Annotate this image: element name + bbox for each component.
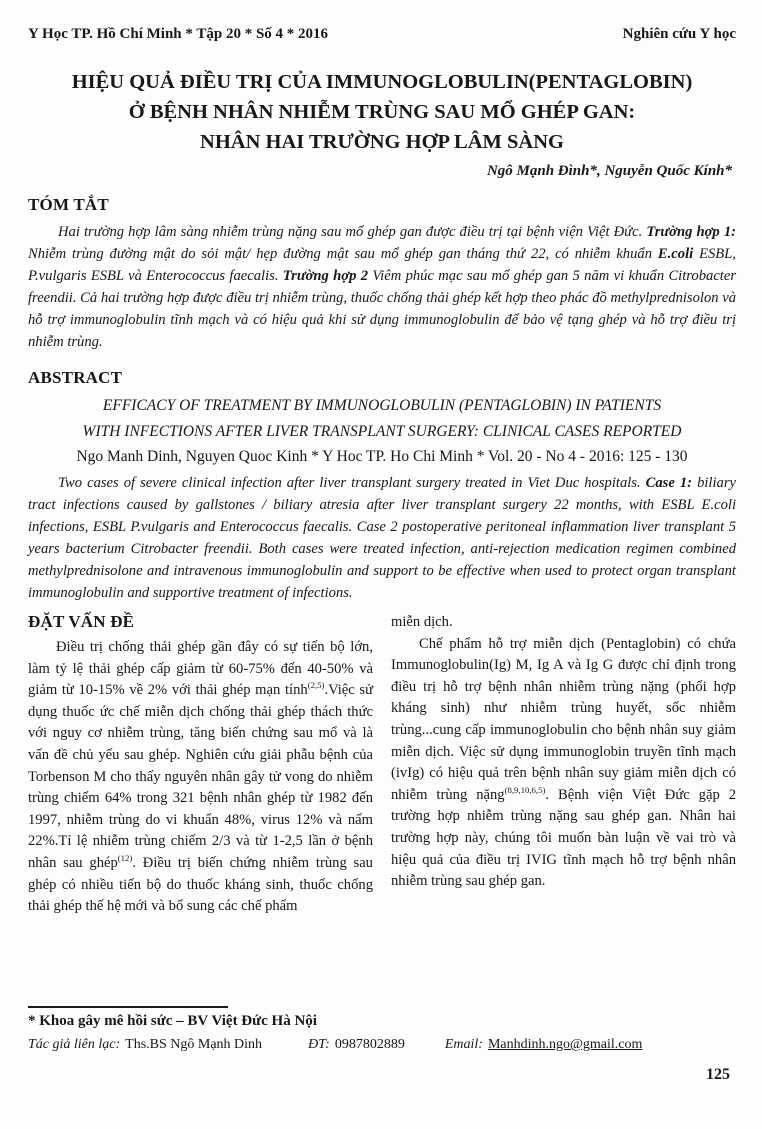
affiliation-note: * Khoa gây mê hồi sức – BV Việt Đức Hà Nội <box>28 1013 317 1029</box>
phone-value: 0987802889 <box>334 1037 405 1052</box>
abstract-heading: ABSTRACT <box>28 368 123 387</box>
contact-name: Ths.BS Ngô Mạnh Dinh <box>125 1037 263 1052</box>
footnote-block <box>28 1006 736 1053</box>
email-link: Manhdinh.ngo@gmail.com <box>487 1037 643 1052</box>
journal-citation-header: Y Học TP. Hồ Chí Minh * Tập 20 * Số 4 * 2016 <box>28 26 329 42</box>
contact-label: Tác giả liên lạc: <box>28 1037 121 1052</box>
column-right <box>391 612 736 918</box>
article-title <box>28 67 736 157</box>
abstract-english-title-line-2: WITH INFECTIONS AFTER LIVER TRANSPLANT SURGERY: CLINICAL CASES REPORTED <box>82 423 682 440</box>
datvande-paragraph-right: Chế phẩm hỗ trợ miễn dịch (Pentaglobin) có chứa Immunoglobulin(Ig) M, Ig A và Ig G được chỉ định trong điều trị hỗ trợ bệnh nhân nhiễm trùng nặng (phối hợp kháng sinh) như nhiễm trùng huyết, sốc nhiễm trùng...cung cấp immunoglobulin cho bệnh nhân suy giảm miễn dịch. Việc sử dụng immunoglobin truyền tĩnh mạch (ivIg) có hiệu quả trên bệnh nhân suy giảm miễn dịch có nhiễm trùng nặng$^{(8,9,10,6,5)}$. Bệnh viện Việt Đức gặp 2 trường hợp nhiễm trùng nặng sau ghép gan. Nhân hai trường hợp này, chúng tôi muốn bàn luận về vai trò và hiệu quả của điều trị IVIG tĩnh mạch hỗ trợ bệnh nhân nhiễm trùng sau ghép gan. <box>391 635 737 890</box>
contact-line <box>28 1037 736 1053</box>
datvande-paragraph-left: Điều trị chống thải ghép gần đây có sự tiến bộ lớn, làm tỷ lệ thải ghép cấp giảm từ 60-75% đến 40-50% và giảm từ 10-15% về 2% với thải ghép mạn tính$^{(2,5)}$.Việc sử dụng thuốc ức chế miễn dịch chống thải ghép thách thức với nguy cơ nhiễm trùng, tăng biến chứng sau mổ và là vấn đề chủ yếu sau ghép. Nghiên cứu giải phẫu bệnh của Torbenson M cho thấy nguyên nhân gây tử vong do nhiễm trùng chiếm 64% trong 321 bệnh nhân ghép từ 1982 đến 1997, nhiễm trùng do vi khuẩn 48%, virus 12% và nấm 22%.Tỉ lệ nhiễm trùng chiếm 2/3 và từ 1-2,5 lần ở bệnh nhân sau ghép$^{(12)}$. Điều trị biến chứng nhiễm trùng sau ghép có nhiều tiến bộ do thuốc kháng sinh, thuốc chống thải ghép thế hệ mới và bổ sung các chế phẩm <box>28 639 374 915</box>
abstract-citation-line: Ngo Manh Dinh, Nguyen Quoc Kinh * Y Hoc TP. Ho Chi Minh * Vol. 20 - No 4 - 2016: 125 - 130 <box>76 448 688 465</box>
tomtat-paragraph: Hai trường hợp lâm sàng nhiễm trùng nặng sau mổ ghép gan được điều trị tại bệnh viện Việt Đức. Trường hợp 1: Nhiễm trùng đường mật do sỏi mật/ hẹp đường mật sau mổ ghép gan tháng thứ 22, có nhiễm khuẩn E.coli ESBL, P.vulgaris ESBL và Enterococcus faecalis. Trường hợp 2 Viêm phúc mạc sau mổ ghép gan 5 năm vi khuẩn Citrobacter freendii. Cả hai trường hợp được điều trị nhiễm trùng, thuốc chống thải ghép kết hợp theo phác đồ methylprednisolon và hỗ trợ immunoglobulin tĩnh mạch và có hiệu quả khi sử dụng immunoglobulin để bảo vệ tạng ghép và hỗ trợ điều trị nhiễm trùng. <box>28 224 737 350</box>
abstract-english-title <box>28 393 736 445</box>
abstract-paragraph: Two cases of severe clinical infection after liver transplant surgery treated in Viet Duc hospitals. Case 1: biliary tract infections caused by gallstones / biliary atresia after liver transplant surgery 22 months, with ESBL E.coli infections, ESBL P.vulgaris and Enterococcus faecalis. Case 2 postoperative peritoneal inflammation liver transplant 5 years bacterium Citrobacter freendii. Both cases were treated infection, anti-rejection medication regimen combined methylprednisolone and intravenous immunoglobulin and support to be effective when used to protect organ transplant immunoglobulin and supportive treatment of infections. <box>28 475 736 601</box>
phone-label: ĐT: <box>308 1037 330 1052</box>
article-title-line-1: HIỆU QUẢ ĐIỀU TRỊ CỦA IMMUNOGLOBULIN(PENTAGLOBIN) <box>71 71 693 93</box>
running-head <box>28 26 736 43</box>
datvande-heading: ĐẶT VẤN ĐỀ <box>28 612 135 631</box>
column-left <box>28 612 373 918</box>
article-title-line-2: Ở BỆNH NHÂN NHIỄM TRÙNG SAU MỔ GHÉP GAN: <box>128 101 636 123</box>
two-column-body <box>28 612 736 918</box>
page-number: 125 <box>706 1066 730 1083</box>
authors-line: Ngô Mạnh Đình*, Nguyễn Quốc Kính* <box>486 163 732 179</box>
article-title-line-3: NHÂN HAI TRƯỜNG HỢP LÂM SÀNG <box>200 131 564 153</box>
abstract-english-title-line-1: EFFICACY OF TREATMENT BY IMMUNOGLOBULIN (PENTAGLOBIN) IN PATIENTS <box>102 397 662 414</box>
datvande-continuation: miễn dịch. <box>391 614 453 630</box>
tomtat-heading: TÓM TẮT <box>28 195 109 214</box>
section-label-header: Nghiên cứu Y học <box>622 26 736 42</box>
email-label: Email: <box>444 1037 483 1052</box>
footnote-rule <box>28 1006 228 1008</box>
